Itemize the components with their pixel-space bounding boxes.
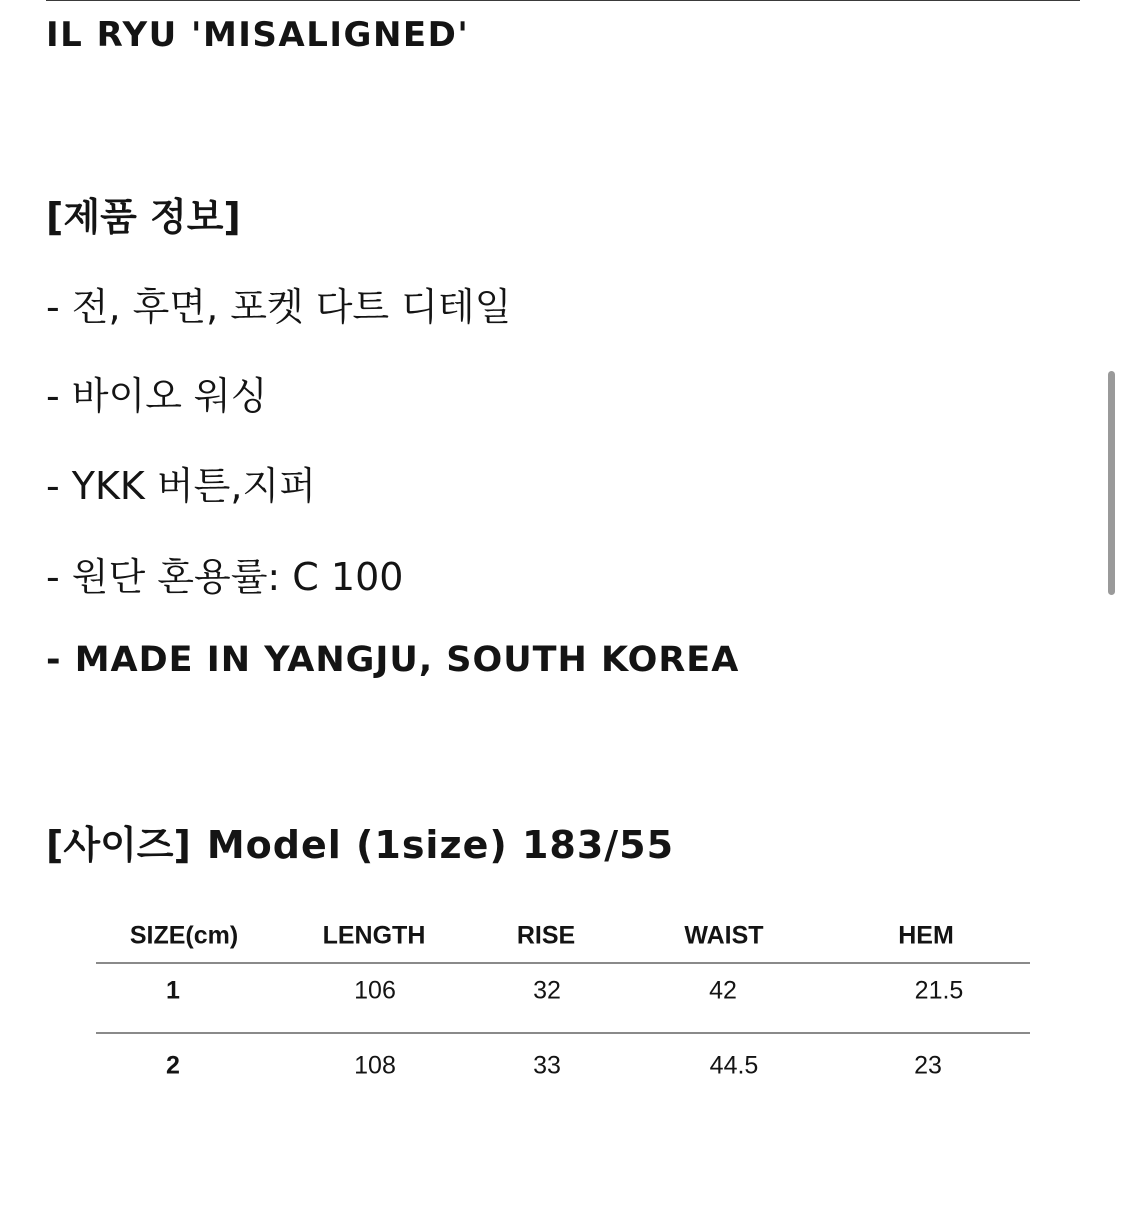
- size-table-header: [96, 910, 1030, 962]
- cell-hem: 23: [914, 1051, 942, 1080]
- info-line-hardware: - YKK 버튼,지퍼: [46, 464, 316, 508]
- cell-size: 2: [166, 1051, 180, 1080]
- header-rise: RISE: [516, 921, 576, 950]
- header-hem: HEM: [898, 921, 954, 950]
- table-row: [96, 964, 1030, 1018]
- cell-hem: 21.5: [914, 976, 964, 1005]
- info-line-origin: - MADE IN YANGJU, SOUTH KOREA: [46, 640, 740, 680]
- cell-size: 1: [166, 976, 180, 1005]
- header-length: LENGTH: [322, 921, 426, 950]
- size-heading-label: [사이즈]: [46, 823, 191, 867]
- header-waist: WAIST: [684, 921, 764, 950]
- info-line-washing: - 바이오 워싱: [46, 374, 268, 418]
- cell-length: 106: [354, 976, 396, 1005]
- product-info-heading: [제품 정보]: [46, 195, 241, 239]
- info-line-details: - 전, 후면, 포켓 다트 디테일: [46, 285, 512, 329]
- size-heading: [46, 814, 674, 869]
- vertical-scrollbar[interactable]: [1108, 371, 1115, 595]
- header-size: SIZE(cm): [129, 921, 239, 950]
- table-row: [96, 1034, 1030, 1098]
- size-table: [96, 910, 1030, 1098]
- cell-waist: 44.5: [709, 1051, 759, 1080]
- cell-waist: 42: [709, 976, 737, 1005]
- cell-rise: 33: [533, 1051, 561, 1080]
- product-title: IL RYU 'MISALIGNED': [46, 15, 470, 55]
- cell-rise: 32: [533, 976, 561, 1005]
- cell-length: 108: [354, 1051, 396, 1080]
- info-line-fabric: - 원단 혼용률: C 100: [46, 555, 404, 599]
- top-divider: [46, 0, 1080, 1]
- model-size-label: Model (1size) 183/55: [206, 823, 675, 867]
